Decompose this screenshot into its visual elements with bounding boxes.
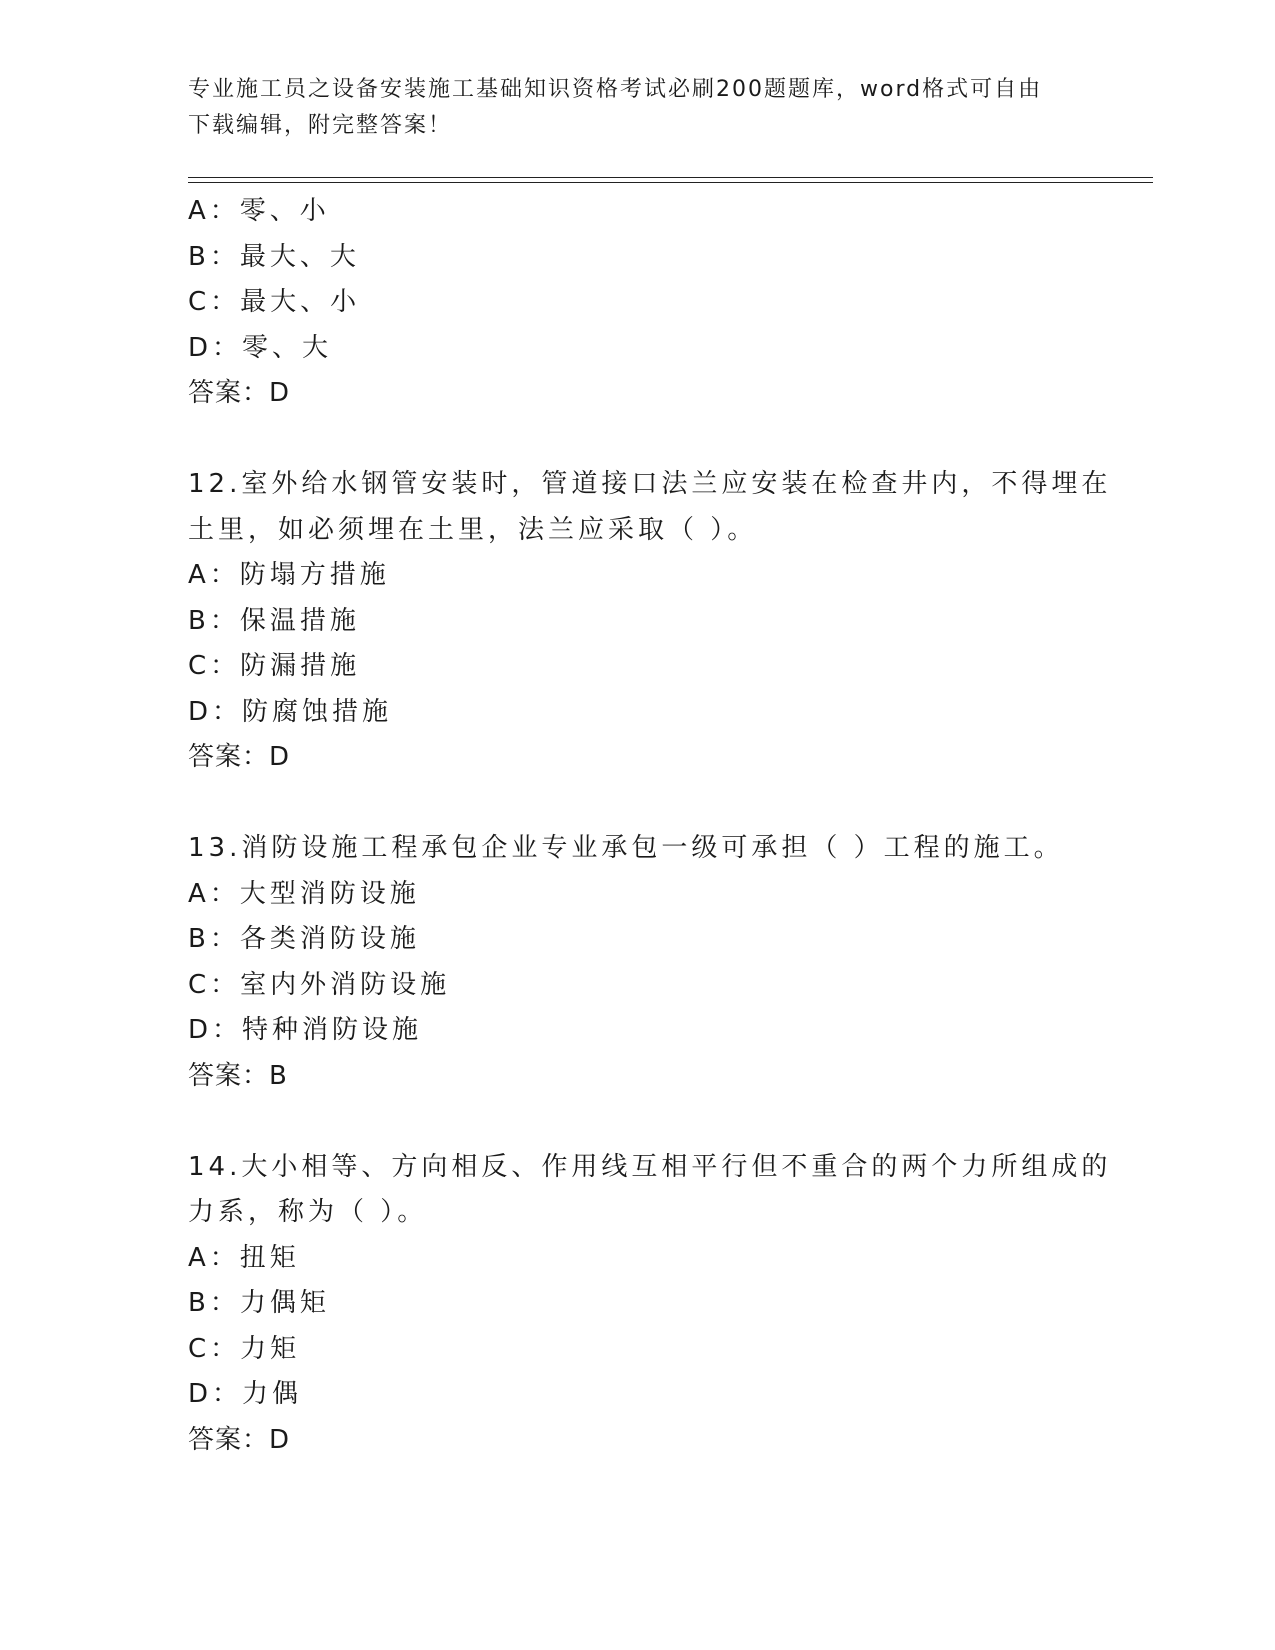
- header-line-1: 专业施工员之设备安装施工基础知识资格考试必刷200题题库，word格式可自由: [188, 77, 1043, 102]
- question-stem-line-1: 12.室外给水钢管安装时，管道接口法兰应安装在检查井内，不得埋在: [188, 469, 1112, 499]
- header-line-2: 下载编辑，附完整答案！: [188, 113, 453, 138]
- answer-line: 答案：D: [188, 742, 291, 772]
- option-a: A：大型消防设施: [188, 878, 420, 909]
- answer-line: 答案：D: [188, 378, 291, 408]
- option-d: D：防腐蚀措施: [188, 696, 393, 727]
- option-c: C：室内外消防设施: [188, 969, 451, 1000]
- question-14: [188, 1145, 1112, 1464]
- option-d: D：零、大: [188, 332, 333, 363]
- option-c: C：力矩: [188, 1333, 301, 1364]
- question-stem-line-1: 14.大小相等、方向相反、作用线互相平行但不重合的两个力所组成的: [188, 1151, 1112, 1182]
- option-b: B：最大、大: [188, 241, 360, 272]
- spacer: [188, 417, 1088, 463]
- question-list: [188, 189, 1112, 1463]
- question-stem-line-2: 土里，如必须埋在土里，法兰应采取（ ）。: [188, 514, 758, 545]
- spacer: [188, 1099, 1088, 1145]
- answer-line: 答案：B: [188, 1060, 288, 1091]
- option-a: A：防塌方措施: [188, 560, 390, 590]
- question-13: [188, 826, 1088, 1099]
- question-stem-line-1: 13.消防设施工程承包企业专业承包一级可承担（ ）工程的施工。: [188, 833, 1064, 863]
- document-header: [188, 72, 1068, 144]
- header-rule-bottom: [188, 182, 1153, 183]
- option-a: A：零、小: [188, 196, 330, 226]
- option-a: A：扭矩: [188, 1242, 300, 1273]
- option-c: C：防漏措施: [188, 651, 361, 681]
- option-b: B：力偶矩: [188, 1288, 330, 1318]
- question-stem-line-2: 力系，称为（ ）。: [188, 1197, 428, 1227]
- question-12: [188, 462, 1112, 781]
- option-c: C：最大、小: [188, 287, 361, 317]
- option-d: D：力偶: [188, 1379, 303, 1409]
- option-b: B：各类消防设施: [188, 924, 420, 954]
- option-b: B：保温措施: [188, 605, 360, 636]
- question-11-continued: [188, 189, 1088, 417]
- header-rule-top: [188, 177, 1153, 178]
- answer-line: 答案：D: [188, 1424, 291, 1455]
- option-d: D：特种消防设施: [188, 1015, 423, 1045]
- spacer: [188, 781, 1088, 827]
